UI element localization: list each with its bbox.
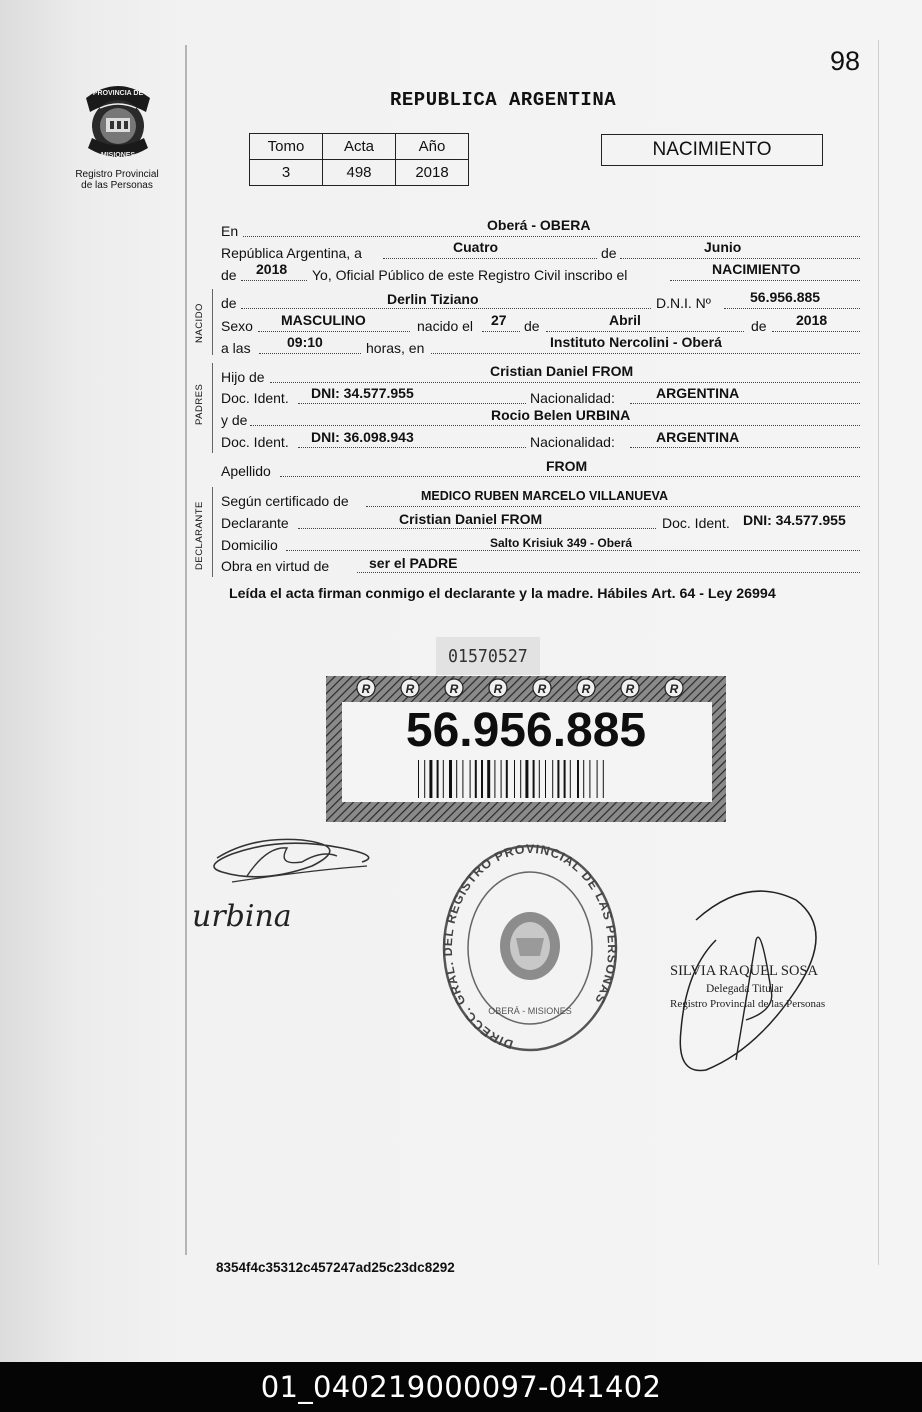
document-hash: 8354f4c35312c457247ad25c23dc8292 [216,1260,455,1275]
registry-line-2: de las Personas [81,180,153,191]
label-obra: Obra en virtud de [221,558,330,574]
label-de: de [751,318,767,334]
security-strip [326,676,726,822]
official-organization: Registro Provincial de las Personas [670,998,826,1010]
record-table [249,133,469,186]
security-letter: R [669,682,679,696]
tomo-value: 3 [250,160,323,186]
value-dia-letras: Cuatro [453,239,499,255]
section-divider [212,363,213,453]
label-de: de [221,295,237,311]
document-footer-code: 01_040219000097-041402 [0,1362,922,1412]
label-en: En [221,223,239,239]
label-segun: Según certificado de [221,493,349,509]
label-sexo: Sexo [221,318,253,334]
label-hijo-de: Hijo de [221,369,265,385]
dotted-line [298,528,656,529]
official-seal [440,838,620,1058]
value-padre: Cristian Daniel FROM [490,363,634,379]
label-declarante: Declarante [221,515,289,531]
dotted-line [630,403,860,404]
label-doc-ident: Doc. Ident. [662,515,730,531]
left-margin-line [185,45,187,1255]
seal-outer-text: DIRECC. GRAL. DEL REGISTRO PROVINCIAL DE LAS PERSONAS [440,841,620,1052]
value-dni: 56.956.885 [750,289,821,305]
security-letter: R [537,682,547,696]
label-horas-en: horas, en [366,340,425,356]
handwritten-signature-left [192,826,392,936]
value-domicilio: Salto Krisiuk 349 - Oberá [490,536,633,550]
anio-header: Año [396,134,469,160]
label-doc-ident: Doc. Ident. [221,434,289,450]
value-padre-nac: ARGENTINA [656,385,740,401]
label-nacionalidad: Nacionalidad: [530,390,615,406]
value-nombre: Derlin Tiziano [387,291,479,307]
dotted-line [670,280,860,281]
logo-top-text: PROVINCIA DE [92,90,144,97]
dotted-line [620,258,860,259]
acta-value: 498 [323,160,396,186]
page-number: 98 [830,46,861,76]
page-title: REPUBLICA ARGENTINA [390,89,617,111]
label-y-de: y de [221,412,248,428]
serial-number: 01570527 [448,646,528,667]
value-madre: Rocio Belen URBINA [491,407,631,423]
value-virtud: ser el PADRE [369,555,458,571]
value-sexo: MASCULINO [281,312,366,328]
label-de: de [601,245,617,261]
tomo-header: Tomo [250,134,323,160]
dotted-line [280,476,860,477]
value-lugar-nac: Instituto Nercolini - Oberá [550,334,722,350]
label-republica: República Argentina, a [221,245,362,261]
label-yo: Yo, Oficial Público de este Registro Civil inscribo el [312,267,628,283]
dotted-line [546,331,744,332]
value-certificado: MEDICO RUBEN MARCELO VILLANUEVA [421,489,668,503]
dotted-line [286,550,860,551]
closing-statement: Leída el acta firman conmigo el declarante y la madre. Hábiles Art. 64 - Ley 26994 [229,586,776,602]
section-label-padres: PADRES [194,383,205,425]
dotted-line [241,280,307,281]
value-acto: NACIMIENTO [712,261,801,277]
dotted-line [270,382,860,383]
value-hora: 09:10 [287,334,323,350]
label-apellido: Apellido [221,463,271,479]
official-role: Delegada Titular [706,983,783,995]
record-type-box: NACIMIENTO [601,134,823,166]
security-letter: R [449,682,459,696]
signature-urbina: urbina [192,899,292,934]
value-mes-nac: Abril [609,312,641,328]
value-mes-registro: Junio [704,239,742,255]
dotted-line [383,258,597,259]
registry-name [62,169,172,191]
section-divider [212,487,213,577]
dotted-line [772,331,860,332]
value-padre-doc: DNI: 34.577.955 [311,385,414,401]
dotted-line [243,236,860,237]
dotted-line [298,403,526,404]
label-doc-ident: Doc. Ident. [221,390,289,406]
dotted-line [357,572,860,573]
security-letter: R [625,682,635,696]
logo-bottom-text: MISIONES [100,152,136,159]
dotted-line [366,506,860,507]
security-letter: R [581,682,591,696]
value-lugar: Oberá - OBERA [487,217,591,233]
label-nacionalidad: Nacionalidad: [530,434,615,450]
value-anio-registro: 2018 [256,261,288,277]
dotted-line [258,331,410,332]
seal-inner-text: OBERÁ - MISIONES [488,1006,572,1016]
value-madre-nac: ARGENTINA [656,429,740,445]
registry-line-1: Registro Provincial [75,169,159,180]
value-apellido: FROM [546,458,588,474]
anio-value: 2018 [396,160,469,186]
dotted-line [431,353,860,354]
security-number: 56.956.885 [405,704,647,757]
label-domicilio: Domicilio [221,537,278,553]
security-letter: R [405,682,415,696]
dotted-line [724,308,860,309]
official-name: SILVIA RAQUEL SOSA [670,963,818,979]
right-margin-line [878,40,879,1265]
value-anio-nac: 2018 [796,312,828,328]
dotted-line [259,353,361,354]
dotted-line [482,331,520,332]
value-declarante-doc: DNI: 34.577.955 [743,512,846,528]
label-nacido-el: nacido el [417,318,474,334]
label-de: de [221,267,237,283]
label-a-las: a las [221,340,251,356]
dotted-line [298,447,526,448]
value-dia-nac: 27 [491,312,507,328]
label-de: de [524,318,540,334]
misiones-coat-of-arms-logo [80,78,156,166]
dotted-line [630,447,860,448]
acta-header: Acta [323,134,396,160]
section-label-declarante: DECLARANTE [194,501,205,570]
value-madre-doc: DNI: 36.098.943 [311,429,414,445]
dotted-line [250,425,860,426]
security-letter: R [493,682,503,696]
value-declarante: Cristian Daniel FROM [399,511,543,527]
security-letter: R [361,682,371,696]
section-label-nacido: NACIDO [194,303,205,343]
label-dni: D.N.I. Nº [656,295,711,311]
dotted-line [241,308,651,309]
section-divider [212,289,213,355]
